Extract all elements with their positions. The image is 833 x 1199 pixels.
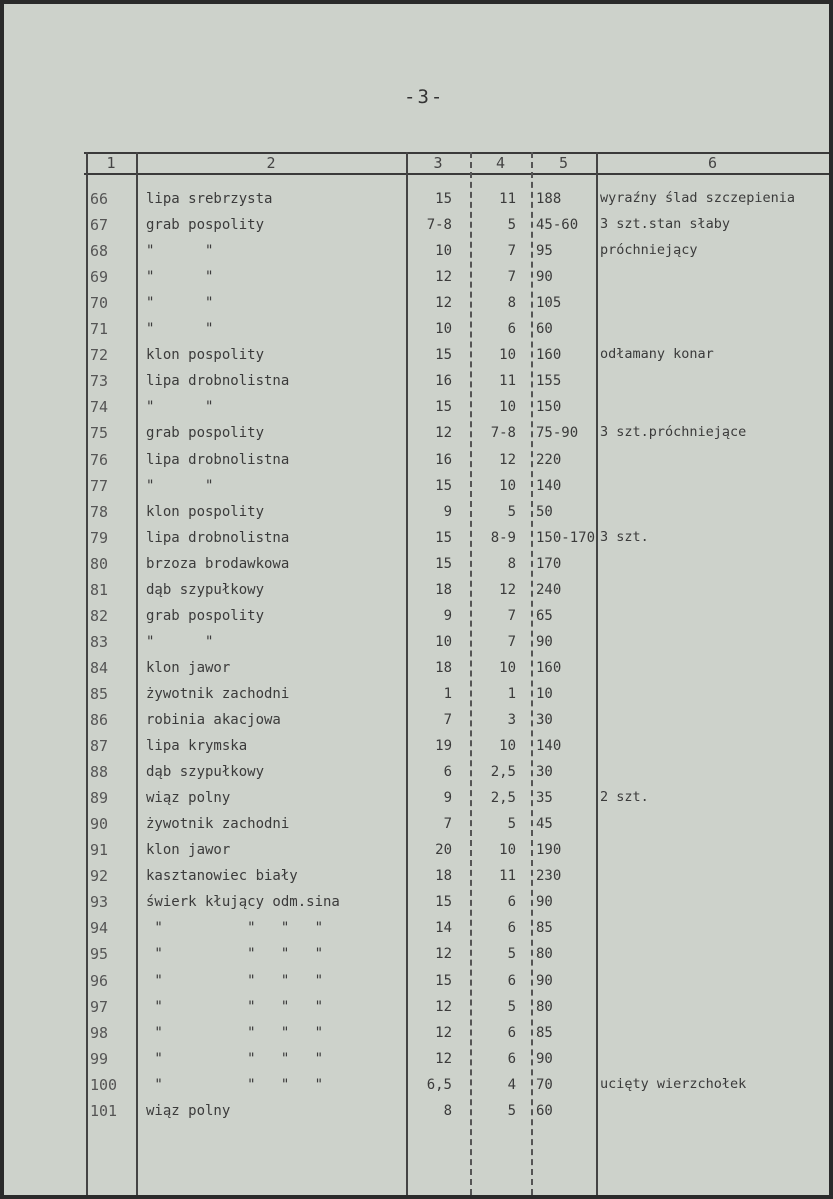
remarks — [600, 686, 826, 708]
row-number: 96 — [90, 971, 109, 990]
remarks — [600, 556, 826, 578]
species-name: żywotnik zachodni — [146, 816, 290, 833]
column-4-value: 6 — [507, 972, 516, 989]
column-4-value: 2,5 — [490, 790, 516, 807]
column-4-value: 1 — [507, 685, 516, 702]
column-3-value: 16 — [435, 451, 452, 468]
species-name: " " " " — [146, 972, 324, 989]
table-row — [84, 891, 829, 913]
column-5-value: 60 — [536, 321, 553, 338]
column-4-value: 10 — [499, 399, 516, 416]
remarks — [600, 452, 826, 474]
column-5-value: 230 — [536, 868, 562, 885]
row-number: 97 — [90, 997, 109, 1016]
remarks — [600, 842, 826, 864]
table-row — [84, 1048, 829, 1070]
column-5-value: 70 — [536, 1076, 553, 1093]
remarks: 3 szt.próchniejące — [600, 424, 747, 441]
row-number: 82 — [90, 606, 109, 625]
row-number: 86 — [90, 711, 109, 729]
species-name: dąb szypułkowy — [146, 581, 265, 598]
column-3-value: 8 — [443, 1102, 452, 1119]
column-5-value: 188 — [536, 191, 562, 207]
column-3-value: 12 — [435, 946, 452, 963]
remarks — [600, 999, 826, 1021]
table-row — [84, 318, 829, 340]
column-3-value: 18 — [435, 659, 452, 676]
row-number: 70 — [90, 294, 109, 313]
table-row — [84, 1022, 829, 1044]
row-number: 83 — [90, 632, 109, 651]
row-number: 80 — [90, 554, 109, 573]
column-3-value: 15 — [435, 555, 452, 572]
column-4-value: 7 — [507, 633, 516, 650]
remarks — [600, 764, 826, 786]
column-5-value: 45 — [536, 816, 553, 833]
column-4-value: 3 — [507, 712, 516, 728]
column-5-value: 90 — [536, 972, 553, 989]
row-number: 76 — [90, 450, 109, 469]
species-name: " " — [146, 633, 214, 650]
column-4-value: 5 — [507, 1102, 516, 1119]
column-4-value: 11 — [499, 373, 516, 390]
row-number: 67 — [90, 216, 109, 235]
remarks — [600, 373, 826, 395]
column-3-value: 12 — [435, 425, 452, 442]
row-number: 85 — [90, 684, 109, 703]
species-name: lipa drobnolistna — [146, 529, 290, 546]
table-row — [84, 813, 829, 835]
column-5-value: 80 — [536, 946, 553, 963]
column-5-value: 160 — [536, 659, 562, 676]
column-3-value: 7 — [443, 712, 452, 728]
column-3-value: 15 — [435, 399, 452, 416]
species-name: " " — [146, 243, 214, 260]
species-name: klon pospolity — [146, 347, 265, 364]
column-3-value: 18 — [435, 581, 452, 598]
column-4-value: 4 — [507, 1076, 516, 1093]
column-4-value: 8 — [507, 555, 516, 572]
column-4-value: 10 — [499, 477, 516, 494]
table-row — [84, 1100, 829, 1122]
species-name: " " — [146, 269, 214, 286]
remarks — [600, 399, 826, 421]
species-name: klon jawor — [146, 842, 231, 859]
column-4-value: 10 — [499, 842, 516, 859]
remarks — [600, 582, 826, 604]
remarks — [600, 946, 826, 968]
table-row — [84, 970, 829, 992]
table-row — [84, 344, 829, 366]
table-row — [84, 839, 829, 861]
column-3-value: 1 — [443, 685, 452, 702]
table-row — [84, 709, 829, 731]
table-row — [84, 761, 829, 783]
column-header: 3 — [433, 154, 443, 172]
column-4-value: 5 — [507, 503, 516, 520]
row-number: 71 — [90, 320, 109, 339]
row-number: 79 — [90, 528, 109, 547]
table-row — [84, 396, 829, 418]
row-number: 81 — [90, 580, 109, 599]
column-5-value: 240 — [536, 581, 562, 598]
column-3-value: 7 — [443, 816, 452, 833]
column-4-value: 10 — [499, 738, 516, 755]
column-4-value: 6 — [507, 1050, 516, 1067]
row-number: 73 — [90, 372, 109, 391]
column-3-value: 9 — [443, 607, 452, 624]
table-row — [84, 214, 829, 236]
column-4-value: 5 — [507, 998, 516, 1015]
row-number: 88 — [90, 763, 109, 782]
page-number: -3- — [404, 86, 445, 108]
column-3-value: 14 — [435, 920, 452, 937]
species-name: " " " " — [146, 1024, 324, 1041]
column-4-value: 2,5 — [490, 764, 516, 781]
table-row — [84, 917, 829, 939]
column-3-value: 20 — [435, 842, 452, 859]
table-row — [84, 605, 829, 627]
species-name: klon pospolity — [146, 503, 265, 520]
column-3-value: 19 — [435, 738, 452, 755]
remarks — [600, 634, 826, 656]
table-row — [84, 865, 829, 887]
row-number: 95 — [90, 945, 109, 964]
column-4-value: 12 — [499, 581, 516, 598]
table-row — [84, 292, 829, 314]
column-5-value: 90 — [536, 894, 553, 911]
species-name: " " — [146, 477, 214, 494]
column-5-value: 30 — [536, 712, 553, 728]
row-number: 77 — [90, 476, 109, 495]
species-name: " " " " — [146, 920, 324, 937]
column-3-value: 15 — [435, 477, 452, 494]
species-name: " " " " — [146, 998, 324, 1015]
remarks — [600, 608, 826, 630]
column-3-value: 12 — [435, 1050, 452, 1067]
table-row — [84, 422, 829, 444]
row-number: 91 — [90, 841, 109, 860]
remarks: 3 szt.stan słaby — [600, 216, 731, 233]
remarks — [600, 868, 826, 890]
species-name: " " " " — [146, 1050, 324, 1067]
table-row — [84, 657, 829, 679]
column-5-value: 140 — [536, 477, 562, 494]
column-5-value: 75-90 — [536, 425, 579, 442]
column-header: 4 — [495, 154, 506, 172]
column-5-value: 220 — [536, 451, 562, 468]
species-name: " " " " — [146, 946, 324, 963]
species-name: " " — [146, 295, 214, 312]
remarks: 3 szt. — [600, 528, 649, 545]
species-name: lipa drobnolistna — [146, 451, 290, 468]
column-3-value: 15 — [435, 529, 452, 546]
column-5-value: 150 — [536, 399, 562, 416]
remarks — [600, 295, 826, 317]
document-page — [4, 4, 829, 1195]
remarks — [600, 973, 826, 995]
table-row — [84, 475, 829, 497]
table-row — [84, 631, 829, 653]
column-3-value: 12 — [435, 998, 452, 1015]
species-name: brzoza brodawkowa — [146, 555, 290, 572]
table-row — [84, 787, 829, 809]
table-row — [84, 943, 829, 965]
remarks: odłamany konar — [600, 346, 714, 363]
remarks — [600, 269, 826, 291]
column-header: 2 — [266, 154, 276, 172]
column-5-value: 140 — [536, 738, 562, 755]
species-name: wiąz polny — [146, 1102, 231, 1119]
row-number: 74 — [90, 398, 109, 417]
column-4-value: 7-8 — [490, 425, 516, 442]
remarks — [600, 478, 826, 500]
column-3-value: 15 — [435, 191, 452, 207]
row-number: 72 — [90, 346, 109, 365]
column-4-value: 6 — [507, 894, 516, 911]
row-number: 99 — [90, 1049, 109, 1068]
column-5-value: 170 — [536, 555, 562, 572]
column-5-value: 90 — [536, 1050, 553, 1067]
column-5-value: 90 — [536, 269, 553, 286]
remarks — [600, 920, 826, 942]
row-number: 75 — [90, 424, 109, 443]
remarks — [600, 1025, 826, 1047]
column-5-value: 30 — [536, 764, 553, 781]
species-name: " " " " — [146, 1076, 324, 1093]
column-4-value: 11 — [499, 191, 516, 207]
species-name: klon jawor — [146, 659, 231, 676]
species-name: grab pospolity — [146, 217, 265, 234]
species-name: lipa drobnolistna — [146, 373, 290, 390]
column-4-value: 7 — [507, 269, 516, 286]
row-number: 68 — [90, 242, 109, 261]
column-3-value: 6 — [443, 764, 452, 781]
remarks — [600, 1103, 826, 1125]
remarks: 2 szt. — [600, 789, 649, 806]
column-5-value: 85 — [536, 1024, 553, 1041]
column-5-value: 155 — [536, 373, 562, 390]
row-number: 87 — [90, 737, 109, 756]
table-row — [84, 370, 829, 392]
remarks — [600, 816, 826, 838]
column-4-value: 5 — [507, 217, 516, 234]
column-3-value: 9 — [443, 503, 452, 520]
column-5-value: 65 — [536, 607, 553, 624]
column-4-value: 11 — [499, 868, 516, 885]
species-name: grab pospolity — [146, 607, 265, 624]
column-4-value: 5 — [507, 816, 516, 833]
species-name: " " — [146, 399, 214, 416]
table-row — [84, 501, 829, 523]
column-4-value: 6 — [507, 321, 516, 338]
column-4-value: 7 — [507, 607, 516, 624]
column-5-value: 150-170 — [536, 529, 596, 546]
species-name: dąb szypułkowy — [146, 764, 265, 781]
species-name: kasztanowiec biały — [146, 868, 298, 885]
column-3-value: 15 — [435, 972, 452, 989]
table-row — [84, 449, 829, 471]
row-number: 93 — [90, 893, 109, 912]
row-number: 69 — [90, 268, 109, 287]
column-4-value: 12 — [499, 451, 516, 468]
row-number: 98 — [90, 1023, 109, 1042]
column-3-value: 12 — [435, 295, 452, 312]
remarks — [600, 1051, 826, 1073]
species-name: robinia akacjowa — [146, 712, 281, 728]
remarks — [600, 894, 826, 916]
column-4-value: 8 — [507, 295, 516, 312]
remarks — [600, 504, 826, 526]
column-header: 5 — [558, 154, 569, 172]
column-5-value: 10 — [536, 685, 553, 702]
column-3-value: 6,5 — [426, 1076, 452, 1093]
column-3-value: 16 — [435, 373, 452, 390]
column-4-value: 5 — [507, 946, 516, 963]
row-number: 92 — [90, 867, 109, 886]
column-3-value: 12 — [435, 269, 452, 286]
table-row — [84, 240, 829, 262]
column-5-value: 60 — [536, 1102, 553, 1119]
column-4-value: 7 — [507, 243, 516, 260]
column-3-value: 15 — [435, 894, 452, 911]
column-5-value: 160 — [536, 347, 562, 364]
row-number: 66 — [90, 190, 109, 208]
remarks: próchniejący — [600, 242, 698, 259]
row-number: 78 — [90, 502, 109, 521]
column-3-value: 15 — [435, 347, 452, 364]
column-5-value: 80 — [536, 998, 553, 1015]
column-3-value: 10 — [435, 243, 452, 260]
table-row — [84, 996, 829, 1018]
column-4-value: 10 — [499, 659, 516, 676]
column-3-value: 7-8 — [426, 217, 452, 234]
column-5-value: 45-60 — [536, 217, 579, 234]
species-name: żywotnik zachodni — [146, 685, 290, 702]
column-5-value: 95 — [536, 243, 553, 260]
column-3-value: 12 — [435, 1024, 452, 1041]
row-number: 94 — [90, 919, 109, 938]
column-5-value: 35 — [536, 790, 553, 807]
column-5-value: 90 — [536, 633, 553, 650]
column-3-value: 18 — [435, 868, 452, 885]
column-4-value: 6 — [507, 920, 516, 937]
column-4-value: 10 — [499, 347, 516, 364]
remarks: wyraźny ślad szczepienia — [600, 190, 796, 206]
species-name: " " — [146, 321, 214, 338]
remarks: ucięty wierzchołek — [600, 1075, 747, 1092]
species-name: wiąz polny — [146, 790, 231, 807]
row-number: 90 — [90, 815, 109, 834]
row-number: 101 — [90, 1101, 118, 1120]
table-row — [84, 735, 829, 757]
column-5-value: 105 — [536, 295, 562, 312]
row-number: 84 — [90, 658, 109, 677]
remarks — [600, 712, 826, 734]
column-5-value: 85 — [536, 920, 553, 937]
column-5-value: 190 — [536, 842, 562, 859]
column-5-value: 50 — [536, 503, 553, 520]
column-header: 6 — [707, 154, 718, 172]
table-header-rule — [84, 173, 829, 175]
row-number: 100 — [90, 1075, 118, 1094]
table-row — [84, 579, 829, 601]
species-name: świerk kłujący odm.sina — [146, 894, 340, 911]
column-3-value: 10 — [435, 633, 452, 650]
column-header: 1 — [106, 154, 116, 172]
species-name: grab pospolity — [146, 425, 265, 442]
row-number: 89 — [90, 789, 109, 808]
remarks — [600, 321, 826, 343]
table-row — [84, 188, 829, 210]
species-name: lipa krymska — [146, 738, 248, 755]
remarks — [600, 660, 826, 682]
table-row — [84, 266, 829, 288]
table-row — [84, 1074, 829, 1096]
column-3-value: 10 — [435, 321, 452, 338]
column-4-value: 6 — [507, 1024, 516, 1041]
species-name: lipa srebrzysta — [146, 191, 273, 207]
remarks — [600, 738, 826, 760]
table-row — [84, 553, 829, 575]
table-row — [84, 527, 829, 549]
tree-inventory-table — [84, 152, 829, 1195]
column-4-value: 8-9 — [490, 529, 516, 546]
table-row — [84, 683, 829, 705]
column-3-value: 9 — [443, 790, 452, 807]
